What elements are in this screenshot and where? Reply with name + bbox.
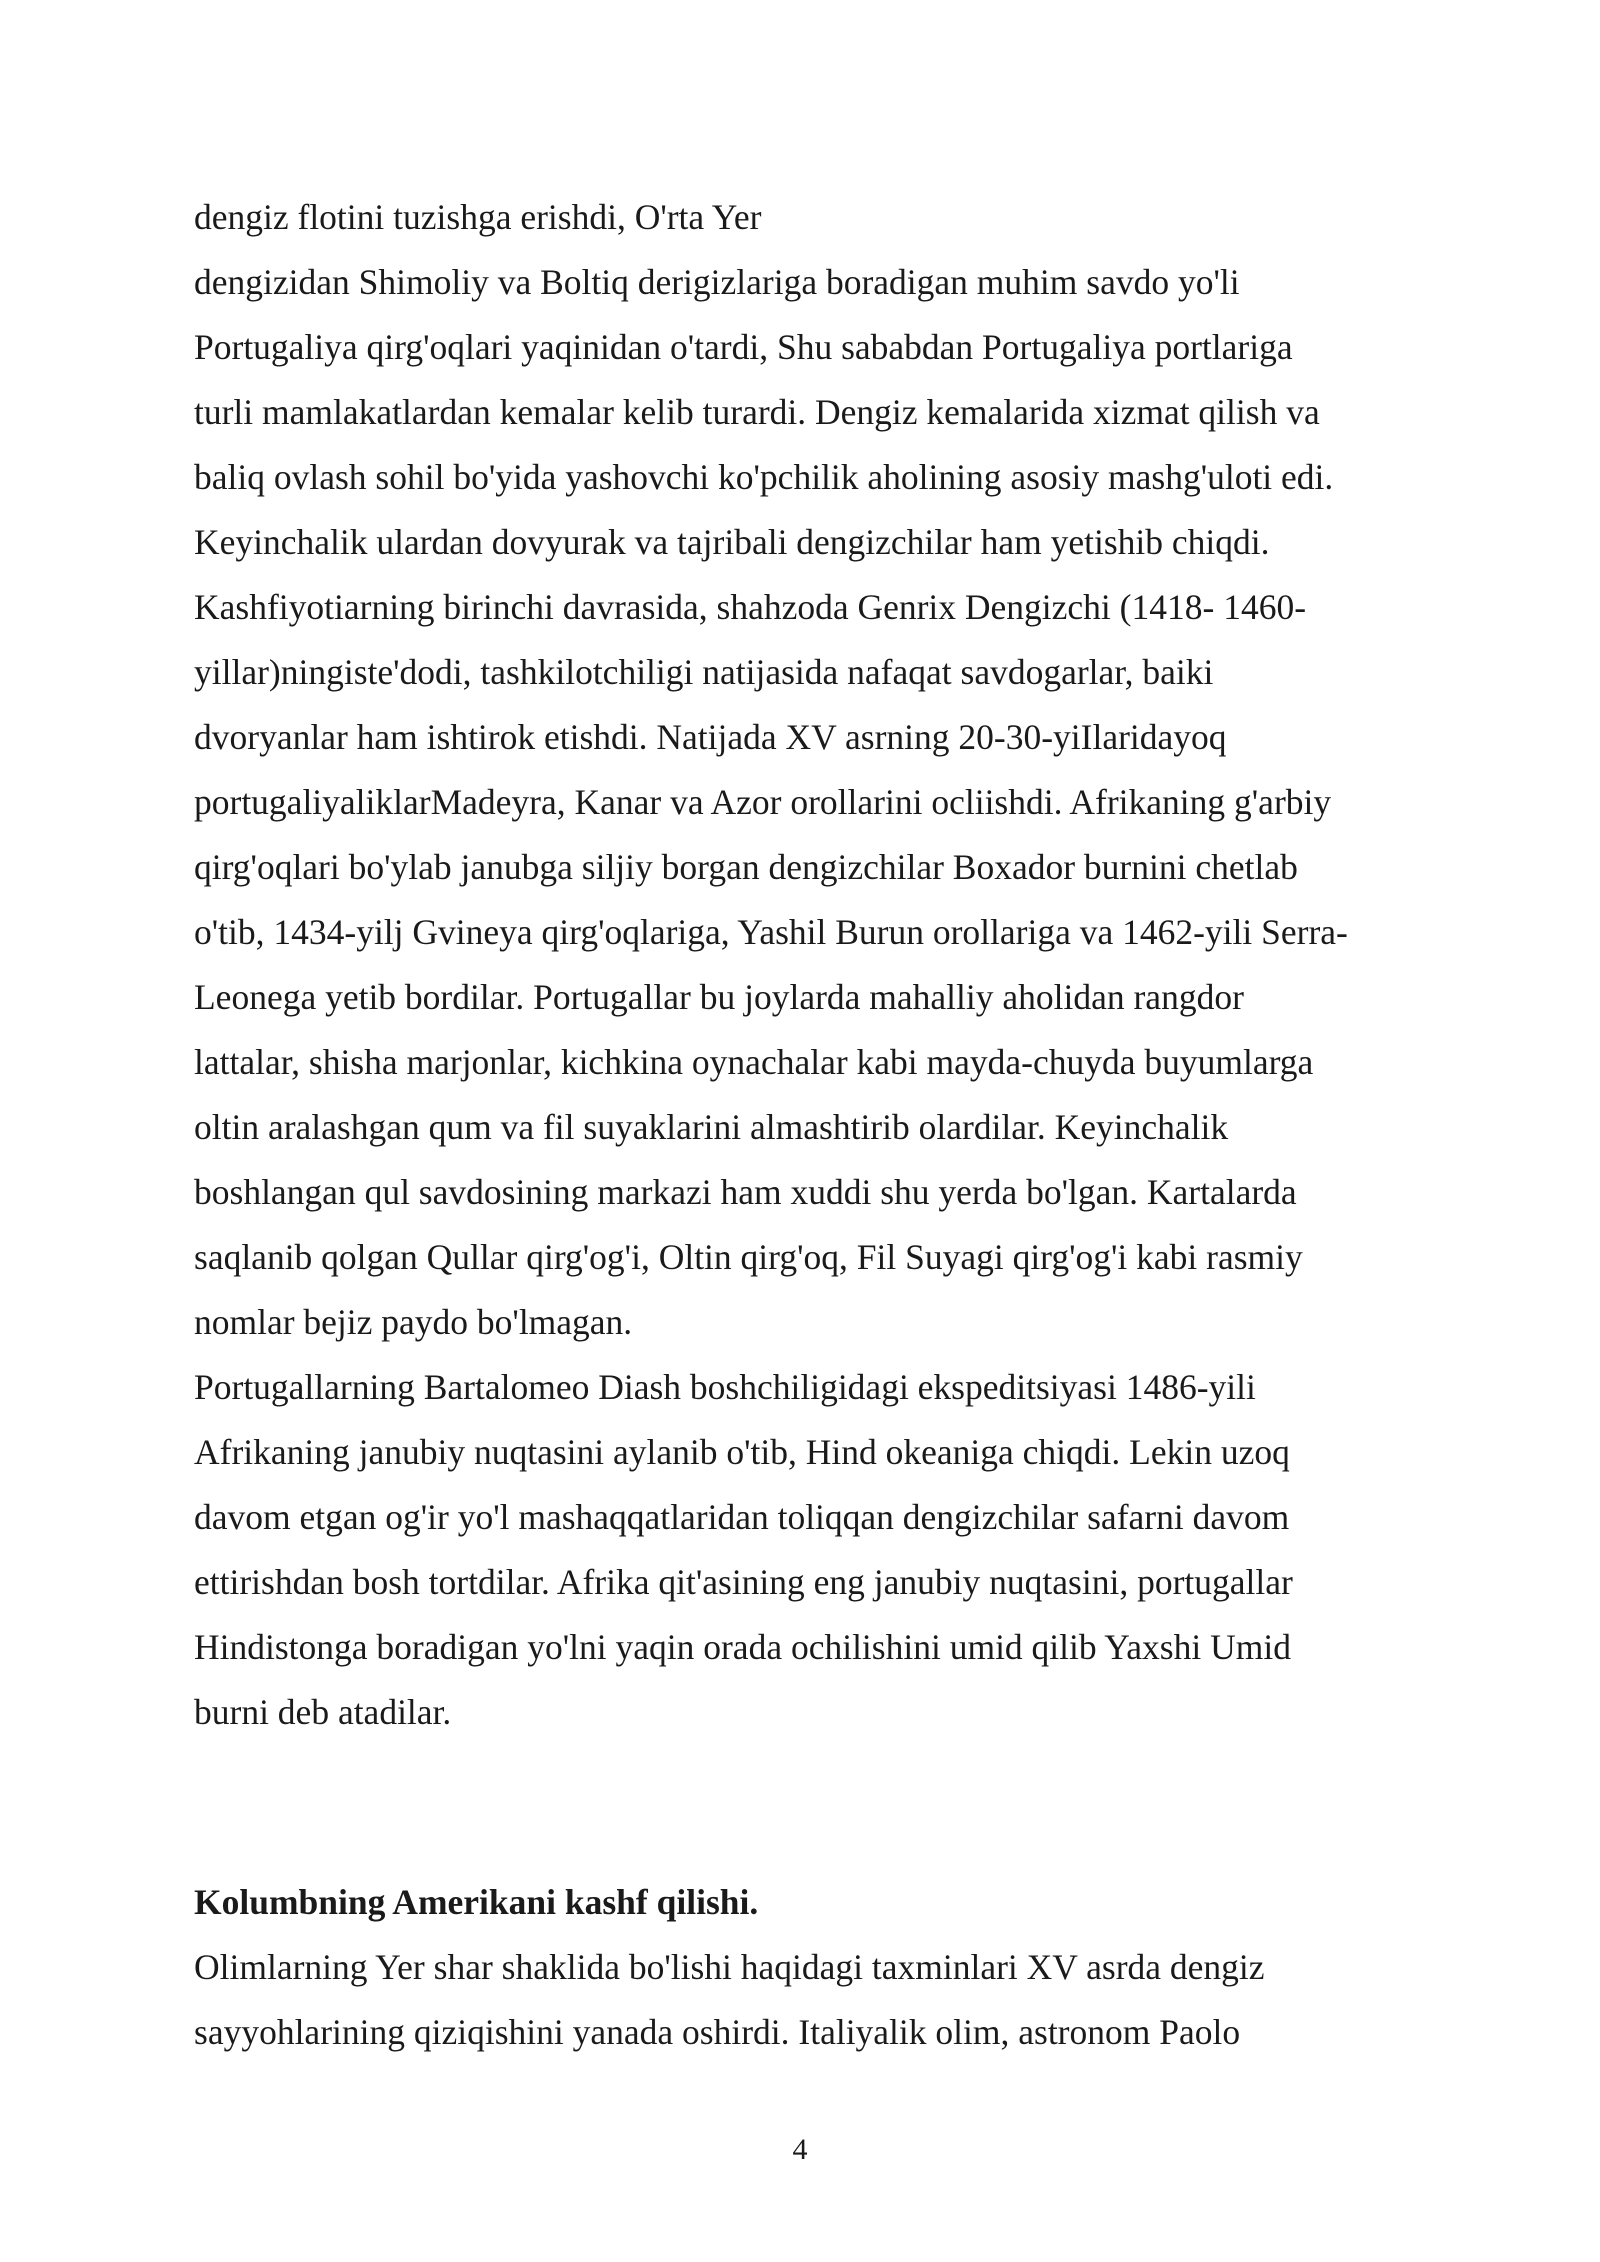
page-number: 4 [792,2133,808,2166]
text-line: sayyohlarining qiziqishini yanada oshirdi. Italiyalik olim, astronom Paolo [194,2012,1241,2052]
body-paragraph [194,185,1434,1745]
text-line: turli mamlakatlardan kemalar kelib turardi. Dengiz kemalarida xizmat qilish va [194,392,1320,432]
text-line: burni deb atadilar. [194,1692,452,1732]
text-line: yillar)ningiste'dodi, tashkilotchiligi natijasida nafaqat savdogarlar, baiki [194,652,1214,692]
text-line: lattalar, shisha marjonlar, kichkina oynachalar kabi mayda-chuyda buyumlarga [194,1042,1314,1082]
text-line: Hindistonga boradigan yo'lni yaqin orada ochilishini umid qilib Yaxshi Umid [194,1627,1291,1667]
text-line: Keyinchalik ulardan dovyurak va tajribali dengizchilar ham yetishib chiqdi. [194,522,1270,562]
text-line: Leonega yetib bordilar. Portugallar bu joylarda mahalliy aholidan rangdor [194,977,1244,1017]
text-line: portugaliyaliklarMadeyra, Kanar va Azor orollarini ocliishdi. Afrikaning g'arbiy [194,782,1332,822]
text-line: boshlangan qul savdosining markazi ham xuddi shu yerda bo'lgan. Kartalarda [194,1172,1297,1212]
text-line: Olimlarning Yer shar shaklida bo'lishi haqidagi taxminlari XV asrda dengiz [194,1947,1265,1987]
text-line: dengiz flotini tuzishga erishdi, O'rta Yer [194,197,762,237]
text-line: Portugaliya qirg'oqlari yaqinidan o'tardi, Shu sababdan Portugaliya portlariga [194,327,1293,367]
text-line: Afrikaning janubiy nuqtasini aylanib o'tib, Hind okeaniga chiqdi. Lekin uzoq [194,1432,1290,1472]
text-line: davom etgan og'ir yo'l mashaqqatlaridan toliqqan dengizchilar safarni davom [194,1497,1290,1537]
text-line: ettirishdan bosh tortdilar. Afrika qit'asining eng janubiy nuqtasini, portugallar [194,1562,1293,1602]
text-line: Portugallarning Bartalomeo Diash boshchiligidagi ekspeditsiyasi 1486-yili [194,1367,1256,1407]
text-line: nomlar bejiz paydo bo'lmagan. [194,1302,633,1342]
text-line: baliq ovlash sohil bo'yida yashovchi ko'pchilik aholining asosiy mashg'uloti edi. [194,457,1334,497]
body-paragraph [194,1935,1434,2065]
text-line: o'tib, 1434-yilj Gvineya qirg'oqlariga, Yashil Burun orollariga va 1462-yili Serra- [194,912,1348,952]
text-line: oltin aralashgan qum va fil suyaklarini almashtirib olardilar. Keyinchalik [194,1107,1229,1147]
text-line: dengizidan Shimoliy va Boltiq derigizlariga boradigan muhim savdo yo'li [194,262,1240,302]
text-line: saqlanib qolgan Qullar qirg'og'i, Oltin qirg'oq, Fil Suyagi qirg'og'i kabi rasmiy [194,1237,1303,1277]
section-heading: Kolumbning Amerikani kashf qilishi. [194,1882,759,1922]
text-line: qirg'oqlari bo'ylab janubga siljiy borgan dengizchilar Boxador burnini chetlab [194,847,1298,887]
text-line: dvoryanlar ham ishtirok etishdi. Natijada XV asrning 20-30-yiIlaridayoq [194,717,1227,757]
text-line: Kashfiyotiarning birinchi davrasida, shahzoda Genrix Dengizchi (1418- 1460- [194,587,1307,627]
